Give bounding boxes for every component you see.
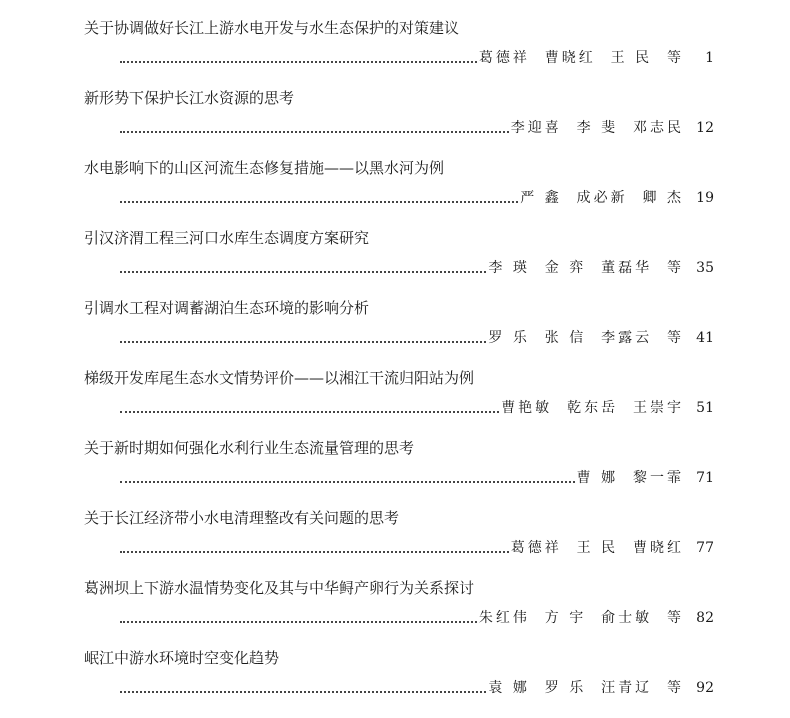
leader-row <box>120 116 714 138</box>
toc-entry[interactable] <box>0 578 790 648</box>
dot-leader <box>120 621 477 623</box>
entry-title[interactable]: 引汉济渭工程三河口水库生态调度方案研究 <box>84 229 370 247</box>
leader-row <box>120 396 714 418</box>
entry-page-number[interactable]: 92 <box>696 680 714 696</box>
entry-authors: 严 鑫 成必新 卿 杰 <box>520 190 684 206</box>
dot-leader <box>120 201 518 203</box>
toc-entry[interactable] <box>0 228 790 298</box>
dot-leader <box>120 551 509 553</box>
toc-entry[interactable] <box>0 88 790 158</box>
toc-entry[interactable] <box>0 298 790 368</box>
leader-row <box>120 536 714 558</box>
leader-row <box>120 256 714 278</box>
toc-entry[interactable] <box>0 438 790 508</box>
entry-page-number[interactable]: 35 <box>696 260 714 276</box>
leader-row <box>120 326 714 348</box>
entry-page-number[interactable]: 19 <box>696 190 714 206</box>
entry-authors: 李 瑛 金 弈 董磊华 等 <box>488 260 684 276</box>
dot-leader <box>120 411 499 413</box>
entry-title[interactable]: 引调水工程对调蓄湖泊生态环境的影响分析 <box>84 299 370 317</box>
entry-title[interactable]: 新形势下保护长江水资源的思考 <box>84 89 295 107</box>
leader-row <box>120 676 714 698</box>
dot-leader <box>120 341 486 343</box>
toc-entry[interactable] <box>0 18 790 88</box>
dot-leader <box>120 691 486 693</box>
entry-authors: 罗 乐 张 信 李露云 等 <box>488 330 684 346</box>
leader-row <box>120 466 714 488</box>
entry-authors: 葛德祥 曹晓红 王 民 等 <box>478 50 684 66</box>
entry-authors: 朱红伟 方 宇 俞士敏 等 <box>478 610 684 626</box>
leader-row <box>120 606 714 628</box>
dot-leader <box>120 271 486 273</box>
leader-row <box>120 186 714 208</box>
dot-leader <box>120 131 509 133</box>
dot-leader <box>120 481 575 483</box>
entry-title[interactable]: 葛洲坝上下游水温情势变化及其与中华鲟产卵行为关系探讨 <box>84 579 475 597</box>
entry-authors: 曹 娜 黎一霏 <box>576 470 684 486</box>
entry-authors: 袁 娜 罗 乐 汪青辽 等 <box>488 680 684 696</box>
entry-authors: 李迎喜 李 斐 邓志民 <box>510 120 684 136</box>
entry-page-number[interactable]: 82 <box>696 610 714 626</box>
entry-page-number[interactable]: 77 <box>696 540 714 556</box>
dot-leader <box>120 61 477 63</box>
entry-page-number[interactable]: 41 <box>696 330 714 346</box>
entry-page-number[interactable]: 1 <box>705 50 714 66</box>
entry-title[interactable]: 关于协调做好长江上游水电开发与水生态保护的对策建议 <box>84 19 460 37</box>
entry-title[interactable]: 关于新时期如何强化水利行业生态流量管理的思考 <box>84 439 415 457</box>
entry-title[interactable]: 关于长江经济带小水电清理整改有关问题的思考 <box>84 509 400 527</box>
entry-title[interactable]: 水电影响下的山区河流生态修复措施——以黑水河为例 <box>84 159 445 177</box>
leader-row <box>120 46 714 68</box>
entry-authors: 葛德祥 王 民 曹晓红 <box>510 540 684 556</box>
entry-page-number[interactable]: 71 <box>696 470 714 486</box>
toc-entry[interactable] <box>0 158 790 228</box>
toc-entry[interactable] <box>0 368 790 438</box>
entry-page-number[interactable]: 12 <box>696 120 714 136</box>
entry-authors: 曹艳敏 乾东岳 王崇宇 <box>501 400 684 416</box>
entry-page-number[interactable]: 51 <box>696 400 714 416</box>
entry-title[interactable]: 岷江中游水环境时空变化趋势 <box>84 649 280 667</box>
toc-entry[interactable] <box>0 508 790 578</box>
entry-title[interactable]: 梯级开发库尾生态水文情势评价——以湘江干流归阳站为例 <box>84 369 475 387</box>
